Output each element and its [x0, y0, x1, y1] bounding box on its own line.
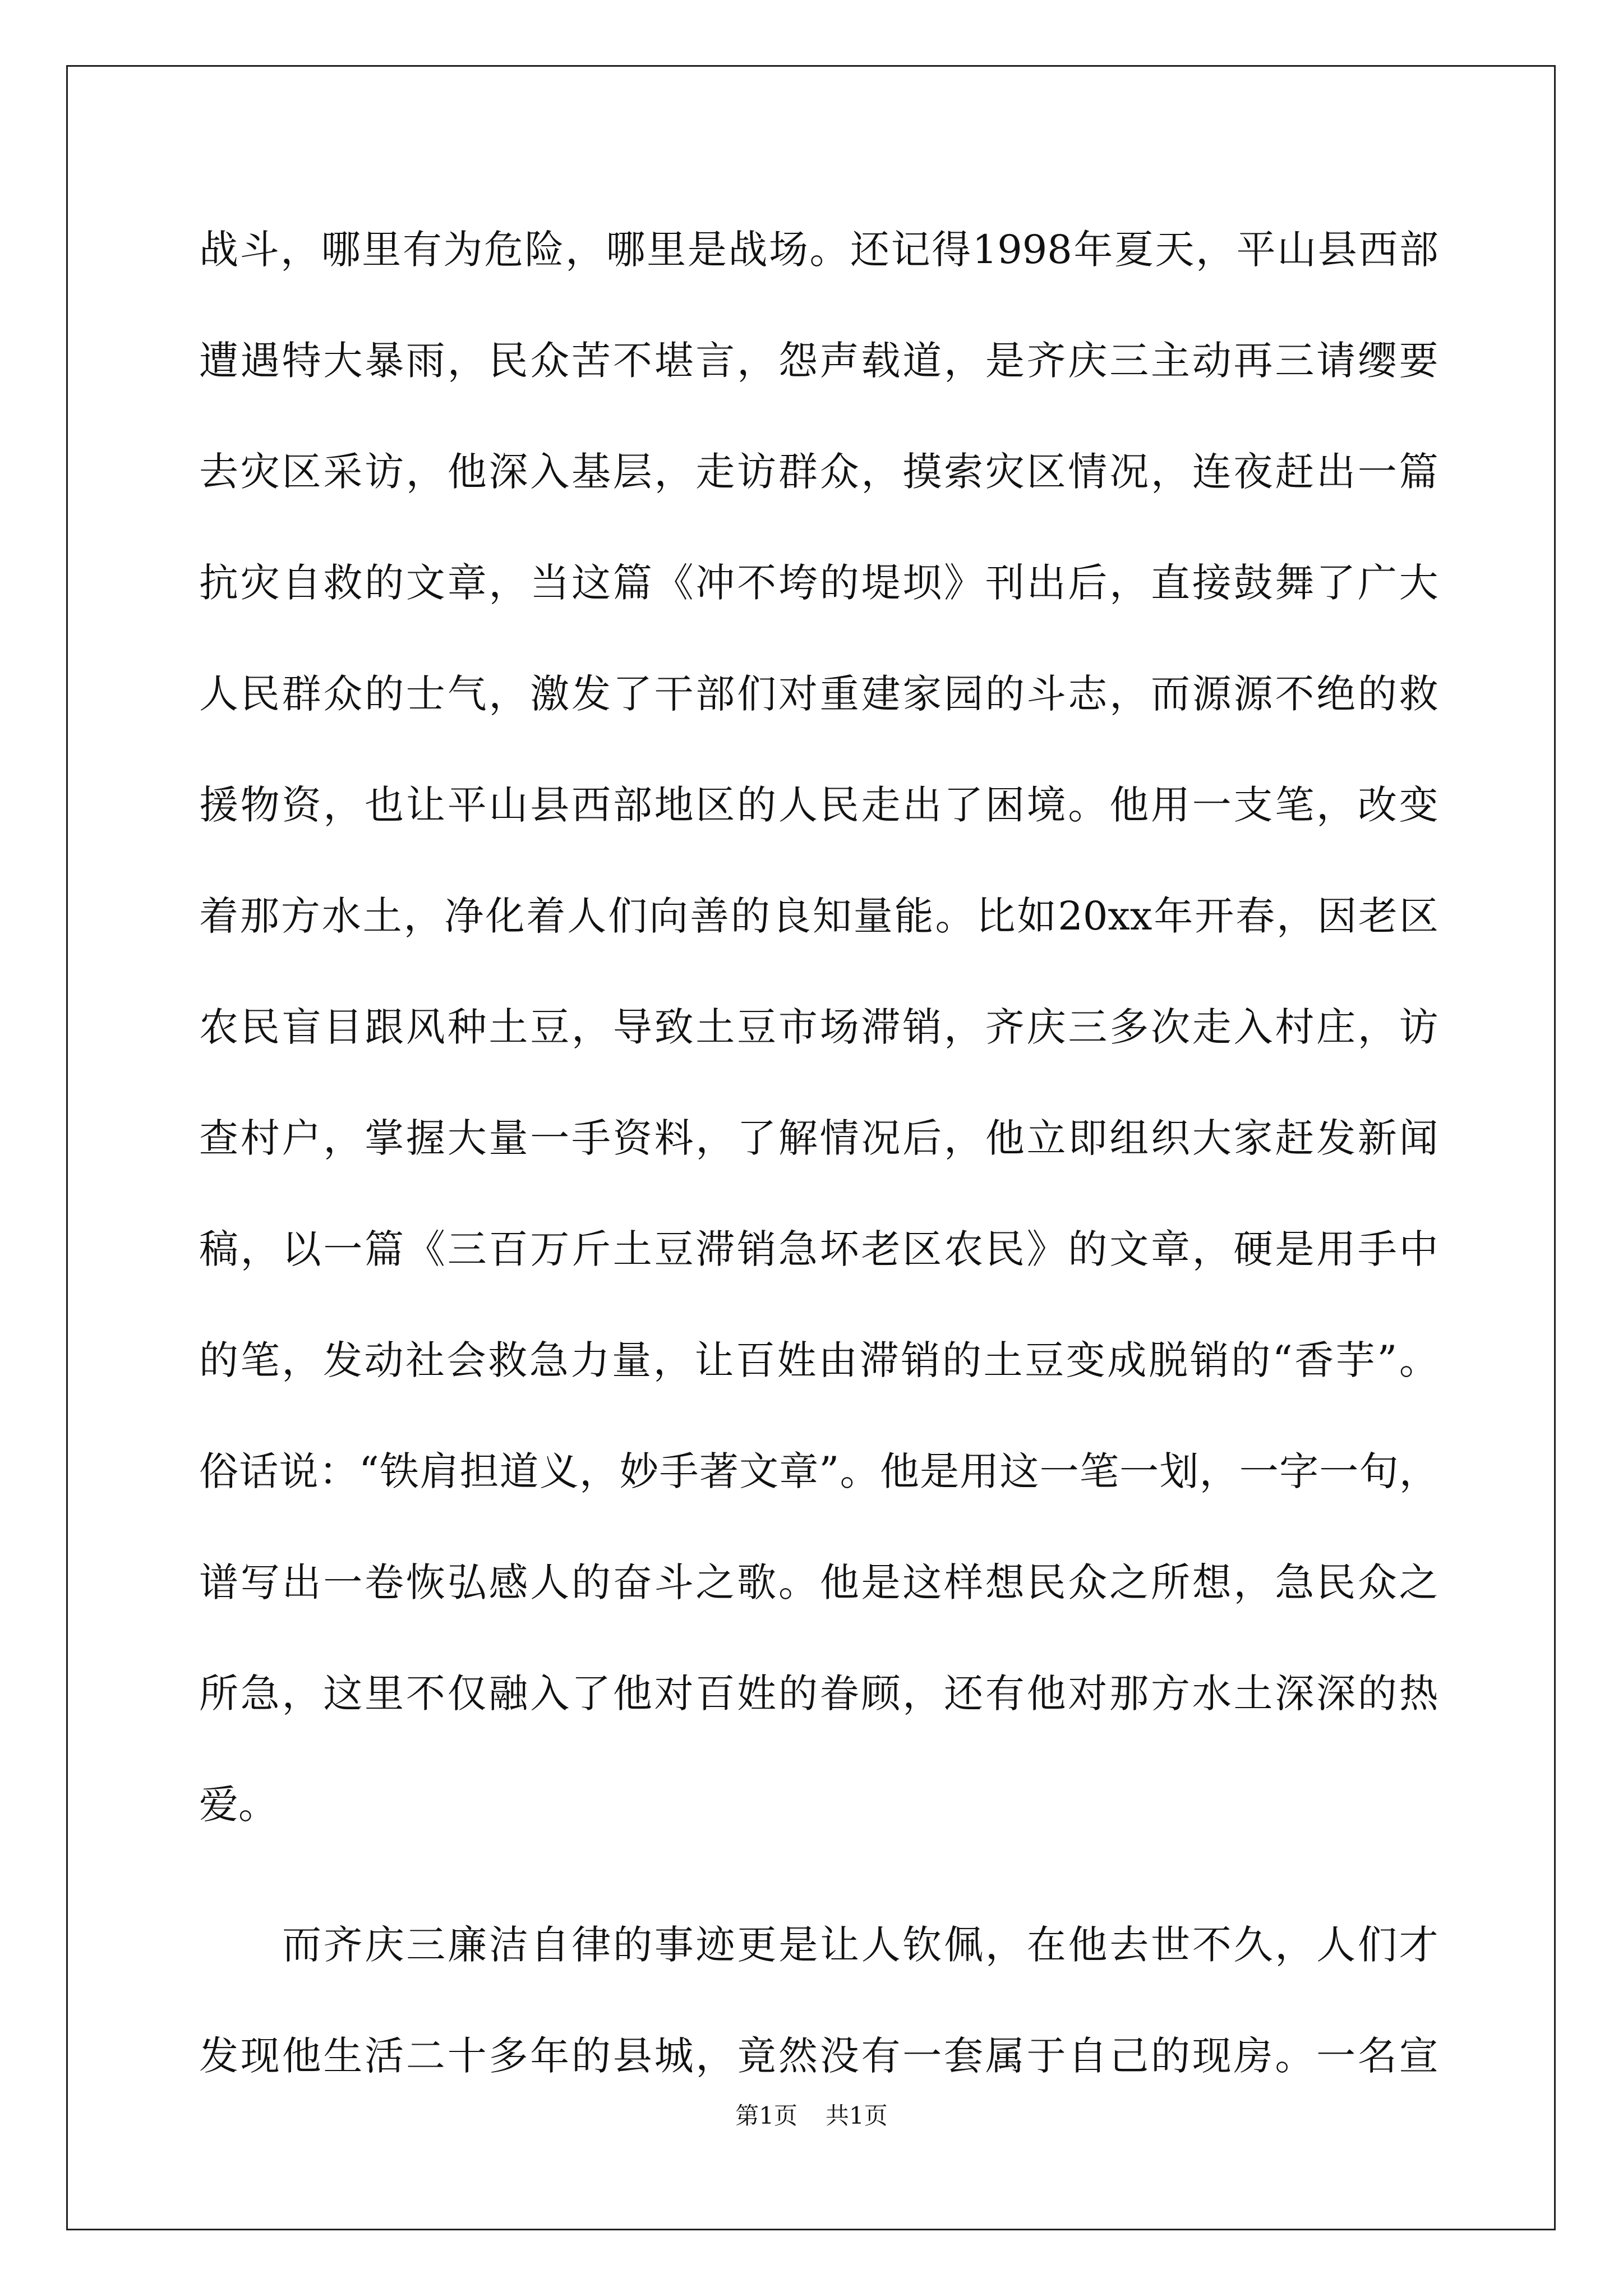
text-line: 抗 灾 自 救 的 文 章 ， 当 这 篇 《 冲 不 垮 的 堤 坝 》 刊 出 后 ， 直 接 鼓 舞 了 广 大: [199, 560, 1438, 606]
text-line: 战 斗 ， 哪 里 有 为 危 险 ， 哪 里 是 战 场 。 还 记 得 1998 年 夏 天 ， 平 山 县 西 部: [199, 227, 1438, 273]
text-line: 着 那 方 水 土 ， 净 化 着 人 们 向 善 的 良 知 量 能 。 比 如 20xx 年 开 春 ， 因 老 区: [199, 893, 1438, 939]
text-line-paragraph-start: 而 齐 庆 三 廉 洁 自 律 的 事 迹 更 是 让 人 钦 佩 ， 在 他 去 世 不 久 ， 人 们 才: [282, 1922, 1438, 1968]
text-line: 稿 ， 以 一 篇 《 三 百 万 斤 土 豆 滞 销 急 坏 老 区 农 民 》 的 文 章 ， 硬 是 用 手 中: [199, 1226, 1438, 1272]
text-line-paragraph-end: 爱 。: [199, 1782, 278, 1828]
text-line: 援 物 资 ， 也 让 平 山 县 西 部 地 区 的 人 民 走 出 了 困 境 。 他 用 一 支 笔 ， 改 变: [199, 782, 1438, 828]
page-number-total: 共1页: [826, 2102, 888, 2129]
text-line: 人 民 群 众 的 士 气 ， 激 发 了 干 部 们 对 重 建 家 园 的 斗 志 ， 而 源 源 不 绝 的 救: [199, 671, 1438, 717]
text-line: 农 民 盲 目 跟 风 种 土 豆 ， 导 致 土 豆 市 场 滞 销 ， 齐 庆 三 多 次 走 入 村 庄 ， 访: [199, 1004, 1438, 1050]
page-footer: [0, 2099, 1623, 2133]
text-line: 所 急 ， 这 里 不 仅 融 入 了 他 对 百 姓 的 眷 顾 ， 还 有 他 对 那 方 水 土 深 深 的 热: [199, 1671, 1438, 1717]
text-line: 俗 话 说 ： “ 铁 肩 担 道 义 ， 妙 手 著 文 章 ” 。 他 是 用 这 一 笔 一 划 ， 一 字 一 句 ，: [199, 1448, 1438, 1494]
page-number-current: 第1页: [735, 2102, 797, 2129]
text-line: 遭 遇 特 大 暴 雨 ， 民 众 苦 不 堪 言 ， 怨 声 载 道 ， 是 齐 庆 三 主 动 再 三 请 缨 要: [199, 338, 1438, 384]
text-line: 发 现 他 生 活 二 十 多 年 的 县 城 ， 竟 然 没 有 一 套 属 于 自 己 的 现 房 。 一 名 宣: [199, 2033, 1438, 2079]
text-line: 去 灾 区 采 访 ， 他 深 入 基 层 ， 走 访 群 众 ， 摸 索 灾 区 情 况 ， 连 夜 赶 出 一 篇: [199, 449, 1438, 495]
text-line: 查 村 户 ， 掌 握 大 量 一 手 资 料 ， 了 解 情 况 后 ， 他 立 即 组 织 大 家 赶 发 新 闻: [199, 1115, 1438, 1161]
text-line: 谱 写 出 一 卷 恢 弘 感 人 的 奋 斗 之 歌 。 他 是 这 样 想 民 众 之 所 想 ， 急 民 众 之: [199, 1559, 1438, 1605]
text-line: 的 笔 ， 发 动 社 会 救 急 力 量 ， 让 百 姓 由 滞 销 的 土 豆 变 成 脱 销 的 “ 香 芋 ” 。: [199, 1337, 1438, 1383]
document-body: [199, 213, 1438, 2131]
